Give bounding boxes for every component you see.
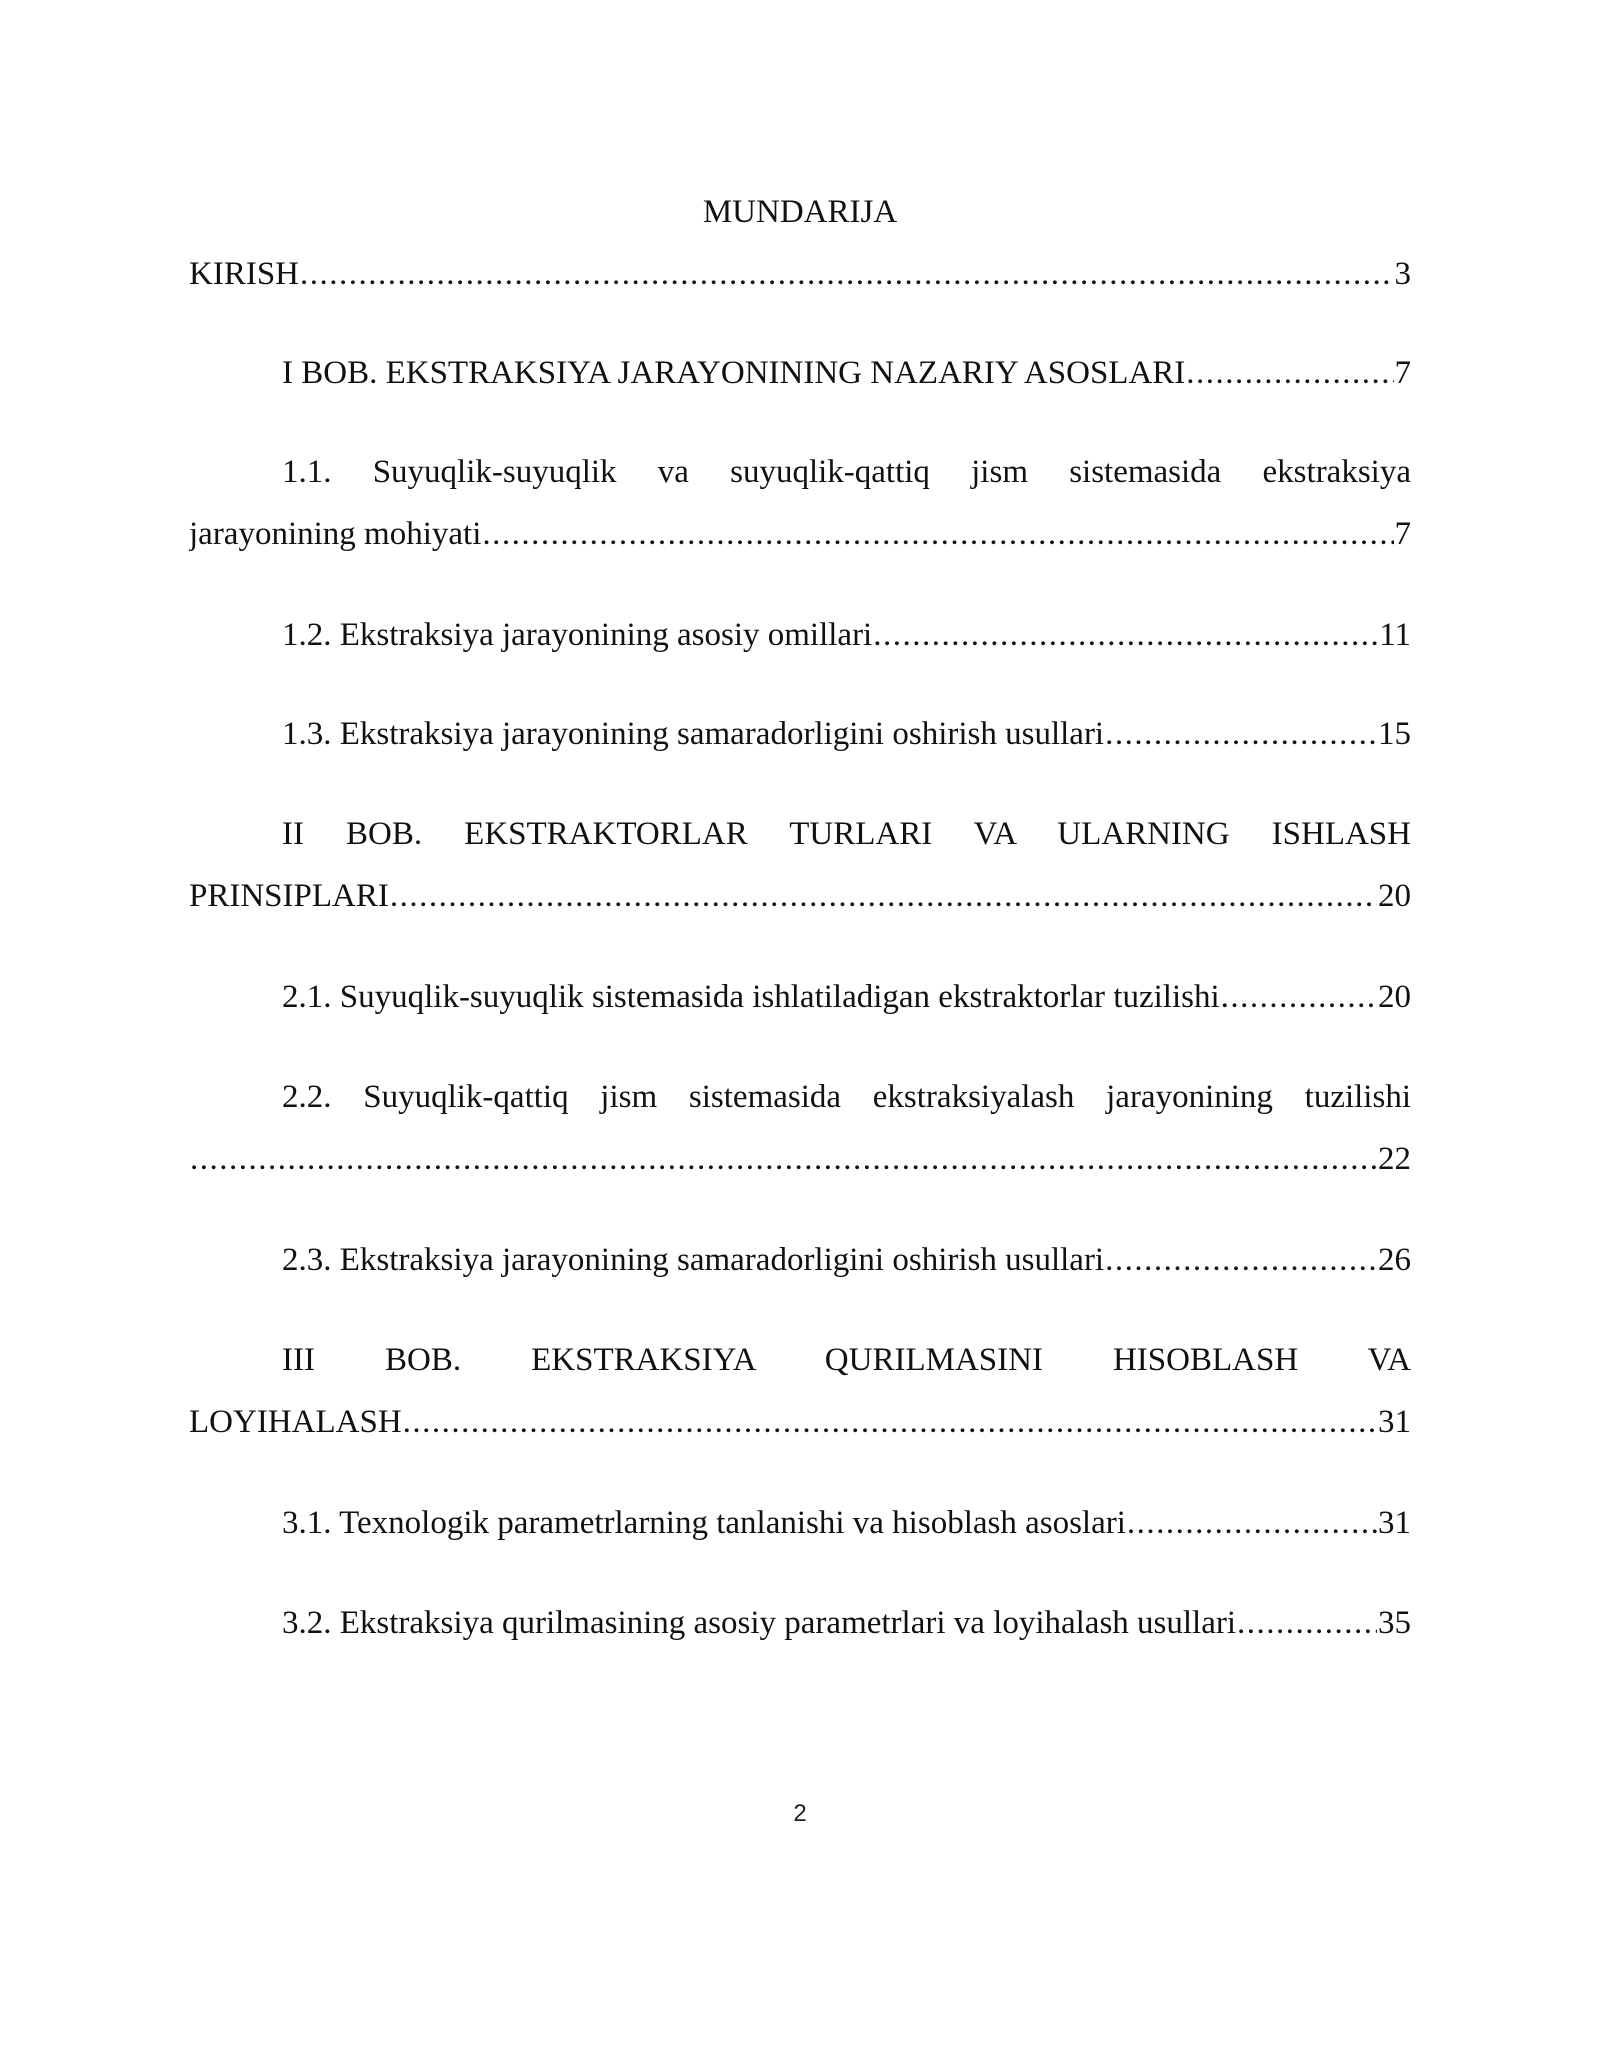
toc-entry-label: 2.3. Ekstraksiya jarayonining samaradorligini oshirish usullari (282, 1242, 1105, 1278)
dot-leader (190, 1128, 1377, 1190)
toc-entry-label: 3.1. Texnologik parametrlarning tanlanishi va hisoblash asoslari (282, 1505, 1126, 1541)
dot-leader (1221, 966, 1377, 1028)
dot-leader (403, 1391, 1377, 1453)
toc-entry-page: 31 (1378, 1505, 1411, 1541)
toc-entry-page: 15 (1378, 716, 1411, 752)
toc-entry-label: KIRISH (189, 256, 300, 292)
toc-entry-label: I BOB. EKSTRAKSIYA JARAYONINING NAZARIY ASOSLARI (282, 355, 1186, 391)
toc-entry-page: 31 (1378, 1404, 1411, 1440)
toc-entry-label-line2: LOYIHALASH (189, 1404, 402, 1440)
toc-entry-3-1[interactable] (189, 1492, 1411, 1554)
toc-entry-page: 7 (1394, 355, 1411, 391)
toc-entry-label: 2.1. Suyuqlik-suyuqlik sistemasida ishlatiladigan ekstraktorlar tuzilishi (282, 979, 1220, 1015)
dot-leader (300, 243, 1393, 305)
toc-entry-chapter-2[interactable] (189, 803, 1411, 927)
toc-entry-page: 7 (1394, 516, 1411, 552)
toc-entry-2-1[interactable] (189, 966, 1411, 1028)
toc-entry-kirish[interactable] (189, 243, 1411, 305)
toc-entry-label-line2: PRINSIPLARI (189, 878, 389, 914)
toc-entry-chapter-3[interactable] (189, 1329, 1411, 1453)
toc-entry-label-line1: 2.2. Suyuqlik-qattiq jism sistemasida ekstraksiyalash jarayonining tuzilishi (282, 1079, 1411, 1115)
toc-entry-label-line1: 1.1. Suyuqlik-suyuqlik va suyuqlik-qattiq jism sistemasida ekstraksiya (282, 454, 1411, 490)
dot-leader (1105, 703, 1377, 765)
toc-entry-page: 20 (1378, 979, 1411, 1015)
toc-entry-page: 26 (1378, 1242, 1411, 1278)
toc-entry-label: 3.2. Ekstraksiya qurilmasining asosiy parametrlari va loyihalash usullari (282, 1605, 1237, 1641)
toc-entry-page: 35 (1378, 1605, 1411, 1641)
toc-entry-3-2[interactable] (189, 1592, 1411, 1654)
toc-entry-1-3[interactable] (189, 703, 1411, 765)
toc-title: MUNDARIJA (702, 194, 898, 230)
toc-entry-page: 3 (1394, 256, 1411, 292)
dot-leader (873, 604, 1378, 666)
toc-entry-2-3[interactable] (189, 1229, 1411, 1291)
dot-leader (1105, 1229, 1377, 1291)
toc-entry-label-line1: II BOB. EKSTRAKTORLAR TURLARI VA ULARNING ISHLASH (282, 816, 1411, 852)
dot-leader (1186, 342, 1393, 404)
toc-entry-page: 20 (1378, 878, 1411, 914)
toc-entry-1-1[interactable] (189, 441, 1411, 565)
toc-entry-label: 1.2. Ekstraksiya jarayonining asosiy omillari (282, 617, 873, 653)
toc-entry-page: 11 (1379, 617, 1411, 653)
toc-entry-2-2[interactable] (189, 1066, 1411, 1190)
toc-entry-label-line1: III BOB. EKSTRAKSIYA QURILMASINI HISOBLASH VA (282, 1342, 1411, 1378)
toc-entry-chapter-1[interactable] (189, 342, 1411, 404)
dot-leader (1237, 1592, 1377, 1654)
dot-leader (390, 865, 1377, 927)
dot-leader (482, 503, 1393, 565)
toc-entry-label: 1.3. Ekstraksiya jarayonining samaradorligini oshirish usullari (282, 716, 1105, 752)
dot-leader (1127, 1492, 1377, 1554)
toc-entry-1-2[interactable] (189, 604, 1411, 666)
toc-entry-label-line2: jarayonining mohiyati (189, 516, 482, 552)
toc-entry-page: 22 (1378, 1141, 1411, 1177)
page-number: 2 (793, 1800, 807, 1827)
